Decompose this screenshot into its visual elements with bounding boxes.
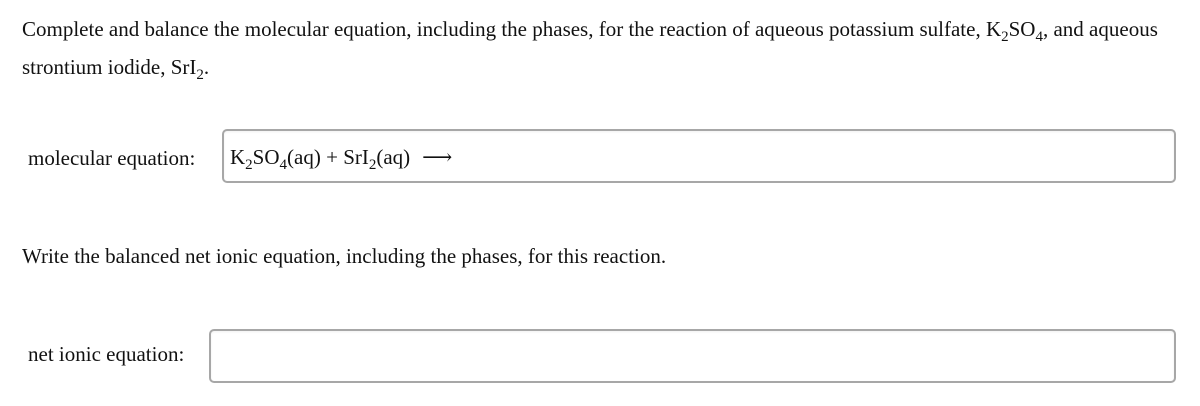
formula-subscript: 4 <box>1035 29 1043 45</box>
formula-part: K <box>230 145 246 169</box>
formula-subscript: 4 <box>279 157 288 173</box>
formula-part: SO <box>1008 17 1036 41</box>
molecular-equation-label: molecular equation: <box>28 146 196 170</box>
plus-sign: + <box>326 145 338 169</box>
phase-label: (aq) <box>376 145 411 169</box>
reactant-strontium-iodide <box>343 145 411 173</box>
formula-subscript: 2 <box>368 157 377 173</box>
question-text-middle: , and aqueous strontium iodide, <box>22 17 1158 79</box>
net-ionic-equation-label: net ionic equation: <box>28 342 185 366</box>
formula-strontium-iodide <box>170 55 204 83</box>
net-ionic-instruction: Write the balanced net ionic equation, including the phases, for this reaction. <box>22 244 667 268</box>
molecular-equation-input[interactable] <box>222 129 1176 183</box>
net-ionic-equation-input[interactable] <box>209 329 1176 383</box>
question-text-start: Complete and balance the molecular equation, including the phases, for the reaction of aqueous potassium sulfate, <box>22 17 986 41</box>
formula-subscript: 2 <box>245 157 253 173</box>
reaction-arrow: ⟶ <box>422 145 453 169</box>
reactant-potassium-sulfate <box>230 145 321 173</box>
formula-part: SO <box>252 145 280 169</box>
formula-subscript: 2 <box>196 67 204 83</box>
molecular-equation-reactants <box>230 145 453 173</box>
question-prompt <box>22 10 1182 86</box>
phase-label: (aq) <box>287 145 321 169</box>
formula-part: SrI <box>343 145 369 169</box>
formula-potassium-sulfate <box>985 17 1043 45</box>
formula-part: SrI <box>170 55 197 79</box>
formula-subscript: 2 <box>1001 29 1009 45</box>
formula-part: K <box>985 17 1002 41</box>
question-text-end: . <box>203 55 210 79</box>
